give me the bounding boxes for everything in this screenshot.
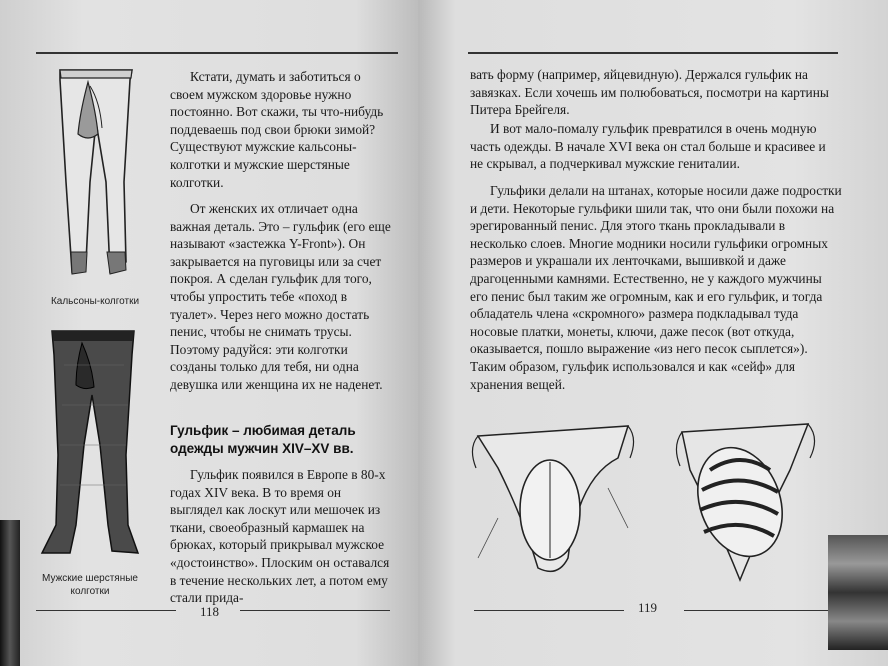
binder-clip-right	[828, 535, 888, 650]
caption-longjohns: Кальсоны-колготки	[50, 296, 140, 307]
top-rule	[36, 52, 398, 54]
left-paragraph-3-text: Гульфик появился в Европе в 80-х годах XIV века. В то время он выглядел как лоскут или мешочек из ткани, своеобразный кармашек на брюках, который прикрывал мужское «достоинство». Плоским он оставался в течение нескольких лет, а потом ему стали прида-	[170, 467, 390, 606]
right-paragraph-3	[470, 182, 842, 393]
left-paragraph-1-text: Кстати, думать и заботиться о своем мужском здоровье нужно постоянно. Вот скажи, ты что-нибудь поддеваешь под свои брюки зимой? Существуют мужские кальсоны-колготки и мужские шерстяные колготки.	[170, 69, 384, 190]
left-paragraph-1	[170, 68, 392, 191]
page-number-right: 119	[638, 600, 658, 615]
right-paragraph-2-text: И вот мало-помалу гульфик превратился в очень модную часть одежды. В начале XVI века он стал больше и красивее и не скрывал, а подчеркивал мужские гениталии.	[470, 121, 826, 172]
right-paragraph-3-text: Гульфики делали на штанах, которые носили даже подростки и дети. Некоторые гульфики шили так, что они были похожи на эрегированный пенис. Для этого ткань прокладывали в несколько слоев. Многие модники носили гульфики огромных размеров и украшали их ленточками, вышивкой и даже драгоценными камнями. Естественно, не у каждого мужчины его пенис был таким же огромным, как и его гульфик, и тогда обладатель члена «скромного» размера подкладывал туда носовые платки, монеты, ключи, даже песок (вот откуда, оказывается, пошло выражение «из него песок сыплется»). Таким образом, гульфик использовался и как «сейф» для хранения вещей.	[470, 183, 842, 392]
right-paragraph-2	[470, 120, 842, 173]
bottom-rule-left-a	[36, 610, 176, 611]
left-page	[0, 0, 418, 666]
top-rule	[468, 52, 838, 54]
longjohns-illustration	[40, 62, 150, 287]
codpiece-illustration-1	[468, 418, 638, 588]
section-heading: Гульфик – любимая деталь одежды мужчин XIV–XV вв.	[170, 423, 356, 456]
left-paragraph-2-text: От женских их отличает одна важная деталь. Это – гульфик (его еще называют «застежка Y-Front»). Он закрывается на пуговицы или за счет покроя. А сделан гульфик для того, чтобы упростить тебе «поход в туалет». Через него можно достать пенис, чтобы не снимать трусы. Поэтому радуйся: эти колготки созданы только для тебя, ни одна девушка или женщина их не наденет.	[170, 201, 391, 392]
codpiece-illustration-2	[670, 410, 820, 590]
caption-tights: Мужские шерстяные колготки	[42, 573, 138, 597]
page-number-left: 118	[200, 604, 220, 619]
bottom-rule-right-a	[474, 610, 624, 611]
left-paragraph-3	[170, 466, 392, 607]
right-page	[418, 0, 888, 666]
right-paragraph-1	[470, 66, 842, 119]
tights-illustration	[34, 325, 154, 565]
right-paragraph-1-text: вать форму (например, яйцевидную). Держался гульфик на завязках. Если хочешь им полюбоваться, посмотри на картины Питера Брейгеля.	[470, 67, 829, 118]
left-paragraph-2	[170, 200, 392, 394]
bottom-rule-left-b	[240, 610, 390, 611]
bottom-rule-right-b	[684, 610, 834, 611]
binder-clip-left	[0, 520, 20, 666]
